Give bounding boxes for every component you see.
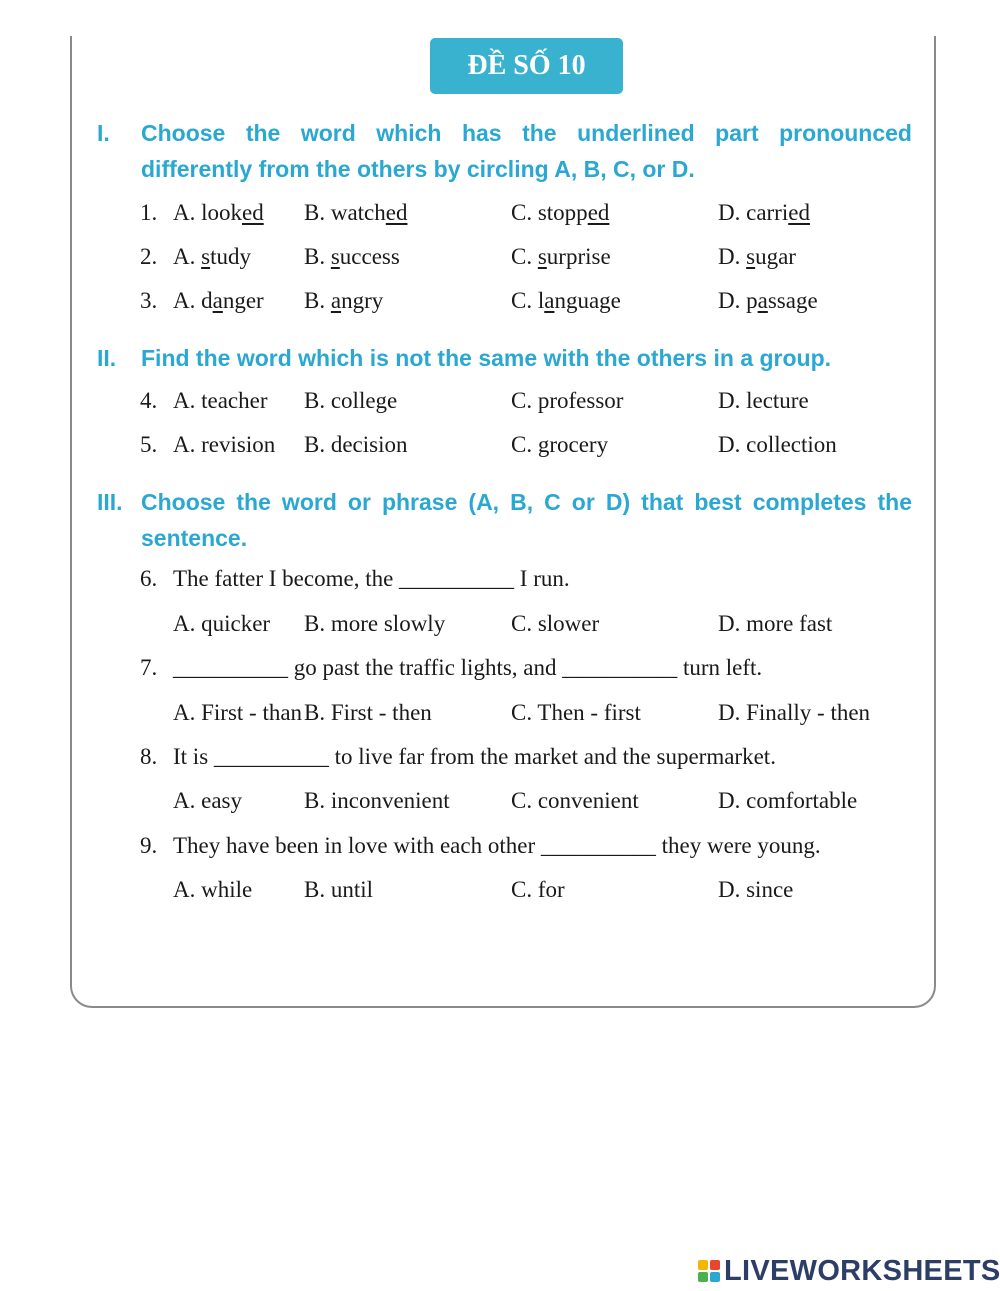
section-instruction: Choose the word which has the underlined part pronounced differently from the others by circling A, B, C, or D. [141,120,912,182]
option-c[interactable]: C. for [511,877,565,902]
option-c[interactable]: C. language [511,288,621,313]
question-number: 4. [140,388,158,413]
question-row-4 [140,388,920,422]
question-number: 2. [140,244,158,269]
option-a[interactable]: A. quicker [173,611,271,636]
option-d[interactable]: D. comfortable [718,788,858,813]
option-a[interactable]: A. while [173,877,253,902]
section-instruction: Choose the word or phrase (A, B, C or D) that best completes the sentence. [141,489,912,551]
option-c[interactable]: C. convenient [511,788,639,813]
section-instruction: Find the word which is not the same with the others in a group. [141,345,832,371]
option-a[interactable]: A. teacher [173,388,268,413]
option-d[interactable]: D. since [718,877,794,902]
option-a[interactable]: A. looked [173,200,264,225]
liveworksheets-logo[interactable] [698,1253,1000,1289]
option-d[interactable]: D. more fast [718,611,833,636]
question-6-options [140,611,920,645]
question-row-2 [140,244,920,278]
logo-square-icon [710,1260,720,1270]
section-number: III. [97,489,123,515]
option-d[interactable]: D. sugar [718,244,796,269]
option-c[interactable]: C. stopped [511,200,610,225]
question-text: They have been in love with each other __________ they were young. [173,833,821,858]
question-row-5 [140,432,920,466]
option-b[interactable]: B. angry [304,288,384,313]
question-text: The fatter I become, the __________ I run. [173,566,570,591]
question-7-stem [140,655,920,689]
option-d[interactable]: D. lecture [718,388,809,413]
option-b[interactable]: B. college [304,388,398,413]
option-b[interactable]: B. inconvenient [304,788,450,813]
option-d[interactable]: D. passage [718,288,818,313]
question-number: 9. [140,833,158,858]
logo-square-icon [698,1272,708,1282]
option-d[interactable]: D. Finally - then [718,700,871,725]
option-c[interactable]: C. grocery [511,432,609,457]
question-6-stem [140,566,920,600]
question-number: 1. [140,200,158,225]
option-c[interactable]: C. professor [511,388,624,413]
question-number: 3. [140,288,158,313]
question-row-3 [140,288,920,322]
option-b[interactable]: B. watched [304,200,408,225]
question-text: __________ go past the traffic lights, and __________ turn left. [173,655,763,680]
section-number: I. [97,120,110,146]
question-9-stem [140,833,920,867]
option-d[interactable]: D. carried [718,200,810,225]
option-b[interactable]: B. until [304,877,374,902]
section-2-heading [97,340,912,376]
option-b[interactable]: B. success [304,244,400,269]
question-number: 5. [140,432,158,457]
option-a[interactable]: A. easy [173,788,242,813]
question-number: 8. [140,744,158,769]
option-c[interactable]: C. Then - first [511,700,641,725]
question-9-options [140,877,920,911]
option-a[interactable]: A. study [173,244,251,269]
option-c[interactable]: C. slower [511,611,600,636]
option-b[interactable]: B. First - then [304,700,432,725]
section-number: II. [97,345,117,371]
question-text: It is __________ to live far from the market and the supermarket. [173,744,776,769]
logo-square-icon [710,1272,720,1282]
option-a[interactable]: A. danger [173,288,264,313]
logo-square-icon [698,1260,708,1270]
question-8-stem [140,744,920,778]
option-a[interactable]: A. revision [173,432,276,457]
option-a[interactable]: A. First - than [173,700,303,725]
question-number: 6. [140,566,158,591]
question-row-1 [140,200,920,234]
option-b[interactable]: B. more slowly [304,611,446,636]
option-d[interactable]: D. collection [718,432,837,457]
question-7-options [140,700,920,734]
worksheet-title: ĐỀ SỐ 10 [430,38,623,94]
option-c[interactable]: C. surprise [511,244,611,269]
section-3-heading [97,484,912,556]
logo-mark-icon [698,1260,720,1282]
question-8-options [140,788,920,822]
logo-text: LIVEWORKSHEETS [724,1254,1000,1287]
section-1-heading [97,115,912,187]
question-number: 7. [140,655,158,680]
option-b[interactable]: B. decision [304,432,408,457]
